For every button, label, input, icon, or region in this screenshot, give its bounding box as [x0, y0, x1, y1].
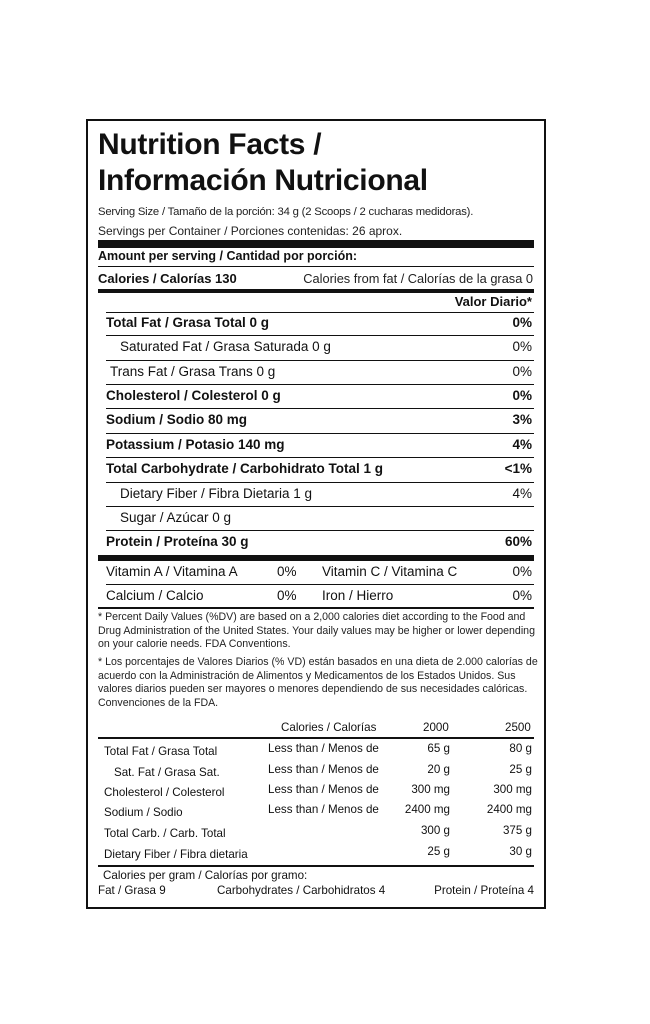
- table-row-2000: 300 mg: [411, 783, 450, 796]
- table-row-2000: 65 g: [427, 742, 450, 755]
- medium-divider: [98, 289, 534, 293]
- divider: [106, 384, 534, 385]
- divider: [106, 335, 534, 336]
- table-header-2500: 2500: [505, 721, 531, 734]
- footnote-english: * Percent Daily Values (%DV) are based on a 2,000 calories diet according to the Food and Drug Administration of the United States. Your daily values may be higher or lower depending on your calorie needs. FDA Conventions.: [98, 611, 535, 650]
- nutrient-label: Potassium / Potasio 140 mg: [106, 437, 285, 452]
- divider: [106, 457, 534, 458]
- vitamin-dv: 0%: [277, 588, 297, 603]
- divider: [98, 865, 534, 867]
- table-row-2500: 25 g: [509, 763, 532, 776]
- vitamin-label: Iron / Hierro: [322, 588, 394, 603]
- title-line-1: Nutrition Facts /: [98, 128, 322, 161]
- table-row-limit: Less than / Menos de: [268, 763, 379, 776]
- table-header-calories: Calories / Calorías: [281, 721, 377, 734]
- calories-per-gram-fat: Fat / Grasa 9: [98, 884, 166, 897]
- table-row-limit: Less than / Menos de: [268, 783, 379, 796]
- table-row-limit: Less than / Menos de: [268, 803, 379, 816]
- servings-per-container: Servings per Container / Porciones contenidas: 26 aprox.: [98, 224, 403, 238]
- nutrient-label: Cholesterol / Colesterol 0 g: [106, 388, 281, 403]
- daily-value-header: Valor Diario*: [454, 294, 532, 309]
- table-row-2500: 375 g: [502, 824, 532, 837]
- calories-label: Calories / Calorías 130: [98, 271, 237, 286]
- table-row-label: Cholesterol / Colesterol: [104, 786, 225, 799]
- table-row-label: Sodium / Sodio: [104, 806, 183, 819]
- vitamin-label: Vitamin A / Vitamina A: [106, 564, 238, 579]
- nutrient-dv: 0%: [512, 339, 532, 354]
- divider: [98, 607, 534, 609]
- nutrient-label: Protein / Proteína 30 g: [106, 534, 249, 549]
- calories-per-gram-header: Calories per gram / Calorías por gramo:: [103, 869, 308, 882]
- footnote-spanish: * Los porcentajes de Valores Diarios (% VD) están basados en una dieta de 2.000 calorías de acuerdo con la Administración de Alimentos y Medicamentos de los Estados Unidos. Sus valores diarios pueden ser mayores o menores dependiendo de sus necesidades calóricas. Convenciones de la FDA.: [98, 656, 538, 709]
- thick-divider: [98, 240, 534, 248]
- nutrient-label: Sodium / Sodio 80 mg: [106, 412, 248, 427]
- table-row-2500: 2400 mg: [486, 803, 532, 816]
- table-row-2500: 30 g: [509, 845, 532, 858]
- divider: [106, 584, 534, 585]
- divider: [106, 433, 534, 434]
- calories-from-fat: Calories from fat / Calorías de la grasa 0: [303, 271, 533, 286]
- vitamin-dv: 0%: [512, 564, 532, 579]
- table-row-label: Dietary Fiber / Fibra dietaria: [104, 848, 248, 861]
- nutrient-dv: 0%: [512, 315, 532, 330]
- nutrient-label: Sugar / Azúcar 0 g: [120, 510, 232, 525]
- table-row-2000: 2400 mg: [404, 803, 450, 816]
- table-row-2000: 300 g: [420, 824, 450, 837]
- divider: [106, 506, 534, 507]
- nutrient-dv: 0%: [512, 364, 532, 379]
- nutrient-dv: 4%: [512, 437, 532, 452]
- vitamin-label: Calcium / Calcio: [106, 588, 204, 603]
- nutrient-dv: 4%: [512, 486, 532, 501]
- title-line-2: Información Nutricional: [98, 164, 428, 197]
- table-row-label: Total Fat / Grasa Total: [104, 745, 218, 758]
- nutrient-dv: 0%: [512, 388, 532, 403]
- nutrient-label: Trans Fat / Grasa Trans 0 g: [110, 364, 276, 379]
- divider: [106, 312, 534, 313]
- vitamin-dv: 0%: [512, 588, 532, 603]
- divider: [106, 530, 534, 531]
- table-row-label: Sat. Fat / Grasa Sat.: [114, 766, 220, 779]
- nutrient-dv: 3%: [512, 412, 532, 427]
- nutrient-dv: <1%: [504, 461, 532, 476]
- serving-size: Serving Size / Tamaño de la porción: 34 g (2 Scoops / 2 cucharas medidoras).: [98, 206, 474, 218]
- table-row-2000: 20 g: [427, 763, 450, 776]
- nutrient-label: Total Carbohydrate / Carbohidrato Total 1 g: [106, 461, 384, 476]
- table-header-2000: 2000: [423, 721, 449, 734]
- table-row-2500: 300 mg: [493, 783, 532, 796]
- nutrient-dv: 60%: [504, 534, 532, 549]
- divider: [98, 266, 534, 267]
- calories-per-gram-protein: Protein / Proteína 4: [434, 884, 534, 897]
- divider: [106, 408, 534, 409]
- amount-per-serving: Amount per serving / Cantidad por porción:: [98, 249, 358, 263]
- calories-per-gram-carbs: Carbohydrates / Carbohidratos 4: [217, 884, 386, 897]
- nutrient-label: Dietary Fiber / Fibra Dietaria 1 g: [120, 486, 313, 501]
- table-row-limit: Less than / Menos de: [268, 742, 379, 755]
- divider: [106, 482, 534, 483]
- divider: [98, 737, 534, 739]
- nutrient-label: Total Fat / Grasa Total 0 g: [106, 315, 270, 330]
- table-row-label: Total Carb. / Carb. Total: [104, 827, 226, 840]
- vitamin-label: Vitamin C / Vitamina C: [322, 564, 458, 579]
- vitamin-dv: 0%: [277, 564, 297, 579]
- thick-divider: [98, 555, 534, 561]
- nutrient-label: Saturated Fat / Grasa Saturada 0 g: [120, 339, 331, 354]
- table-row-2000: 25 g: [427, 845, 450, 858]
- divider: [106, 360, 534, 361]
- table-row-2500: 80 g: [509, 742, 532, 755]
